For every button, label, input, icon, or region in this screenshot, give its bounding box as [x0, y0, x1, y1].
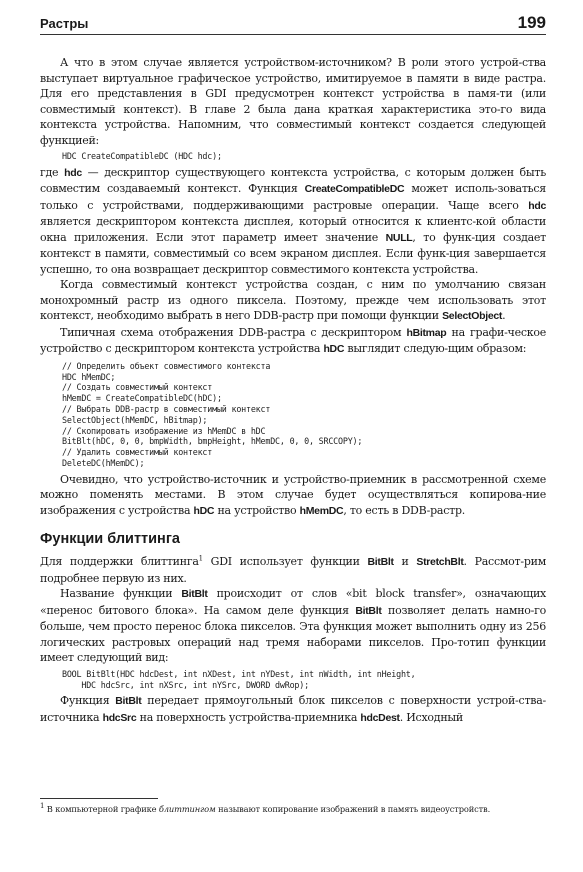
text: Название функции	[60, 587, 182, 601]
code-term: NULL	[385, 231, 413, 244]
code-term: hDC	[193, 504, 215, 517]
code-term: BitBlt	[367, 556, 394, 569]
text: и	[393, 555, 417, 569]
text: передает прямоугольный блок пикселов с поверхности устрой-ства-источника	[40, 694, 546, 724]
paragraph-4	[40, 325, 546, 358]
page-body	[40, 55, 546, 726]
code-ddb-display-scheme: // Определить объект совместимого контекста HDC hMemDC; // Создать совместимый контекст hMemDC = CreateCompatibleDC(hDC); // Выбрать DDB-растр в совместимый контекст SelectObject(hMemDC, hBitmap); // Скопировать изображение из hMemDC в hDC BitBlt(hDC, 0, 0, bmpWidth, bmpHeight, hMemDC, 0, 0, SRCCOPY); // Удалить совместимый контекст DeleteDC(hMemDC);	[62, 360, 363, 468]
text: — дескриптор существующего контекста устройства, с которым должен быть совместим создаваемый контекст. Функция	[40, 165, 547, 196]
code-bitblt-prototype: BOOL BitBlt(HDC hdcDest, int nXDest, int nYDest, int nWidth, int nHeight, HDC hdcSrc, int nXSrc, int nYSrc, DWORD dwRop);	[62, 668, 416, 690]
code-term: hdc	[528, 199, 546, 212]
text: позволяет делать намно-го больше, чем просто перенос блока пикселов. Эта функция может выполнить одну из 256 логических растровых операций над тремя наборами пикселов. Про-тотип функции имеет следующий вид:	[40, 603, 547, 665]
code-term: StretchBlt	[416, 556, 464, 569]
text: на поверхность устройства-приемника	[136, 710, 361, 724]
code-term: BitBlt	[181, 588, 208, 601]
page-number: 199	[517, 13, 546, 32]
paragraph-5	[40, 472, 546, 520]
text: Типичная схема отображения DDB-растра с дескриптором	[60, 325, 407, 339]
code-term: BitBlt	[355, 604, 382, 617]
text: выглядит следую-щим образом:	[344, 342, 527, 356]
text: . Рассмот-рим подробнее первую из них.	[40, 555, 547, 585]
code-term: hMemDC	[299, 504, 344, 517]
code-term: BitBlt	[115, 695, 142, 708]
paragraph-8	[40, 693, 546, 726]
code-term: hdc	[64, 166, 82, 179]
text: GDI использует функции	[202, 555, 368, 569]
page	[40, 14, 546, 726]
running-header	[40, 14, 546, 35]
text: называют копирование изображений в память видеоустройств.	[215, 804, 491, 814]
paragraph-7	[40, 586, 546, 666]
code-term: CreateCompatibleDC	[304, 183, 405, 196]
text: на графи-ческое устройство с дескриптором контекста устройства	[40, 325, 547, 356]
code-create-compatible-dc: HDC CreateCompatibleDC (HDC hdc);	[62, 151, 222, 161]
text: .	[502, 309, 506, 323]
text: где	[40, 165, 65, 179]
text: В компьютерной графике	[44, 804, 159, 814]
text: Когда совместимый контекст устройства создан, с ним по умолчанию связан монохромный растр из одного пиксела. Поэтому, прежде чем использовать этот контекст, необходимо выбрать в него DDB-растр при помощи функции	[40, 278, 546, 323]
emphasis-term: блиттингом	[158, 804, 216, 814]
paragraph-6	[40, 554, 546, 586]
paragraph-3	[40, 277, 546, 325]
code-term: hBitmap	[406, 326, 447, 339]
text: Очевидно, что устройство-источник и устройство-приемник в рассмотренной схеме можно поменять местами. В этом случае будет осуществляться копирова-ние изображения с устройства	[40, 472, 546, 517]
section-heading: Функции блиттинга	[40, 531, 180, 548]
text: . Исходный	[399, 710, 463, 724]
text: происходит от слов «bit block transfer», означающих «перенос битового блока». На самом деле функция	[40, 587, 546, 617]
section-title: Растры	[40, 16, 89, 31]
text: Для поддержки блиттинга	[40, 555, 199, 569]
footnote-marker: 1	[198, 554, 203, 563]
text: Функция	[60, 694, 116, 708]
footnote-divider	[40, 798, 158, 799]
code-term: hDC	[323, 343, 345, 356]
text: А что в этом случае является устройством-источником? В роли этого устрой-ства выступает виртуальное графическое устройство, имитируемое в памяти в виде растра. Для его представления в GDI предусмотрен контекст устройства в памя-ти (или совместимый контекст). В главе 2 была дана краткая характеристика это-го вида контекста устройства. Напомним, что совместимый контекст создается следующей функцией:	[40, 56, 546, 147]
paragraph-2	[40, 165, 546, 278]
code-term: hdcDest	[360, 711, 400, 724]
paragraph-1	[40, 55, 546, 148]
text: может исполь-зоваться только с устройствами, поддерживающими растровые операции. Чаще всего	[40, 182, 546, 212]
code-term: hdcSrc	[102, 711, 137, 724]
footnote	[40, 804, 546, 815]
footnote-number: 1	[40, 802, 45, 811]
text: , то функ-ция создает контекст в памяти, совместимый со всем экраном дисплея. Если функ-ция завершается успешно, то она возвращает дескриптор совместимого контекста устройства.	[40, 230, 546, 276]
code-term: SelectObject	[442, 310, 503, 323]
text: , то есть в DDB-растр.	[343, 503, 465, 517]
text: является дескриптором контекста дисплея, который относится к клиентс-кой области окна приложения. Если этот параметр имеет значение	[40, 215, 546, 244]
text: на устройство	[214, 503, 300, 517]
